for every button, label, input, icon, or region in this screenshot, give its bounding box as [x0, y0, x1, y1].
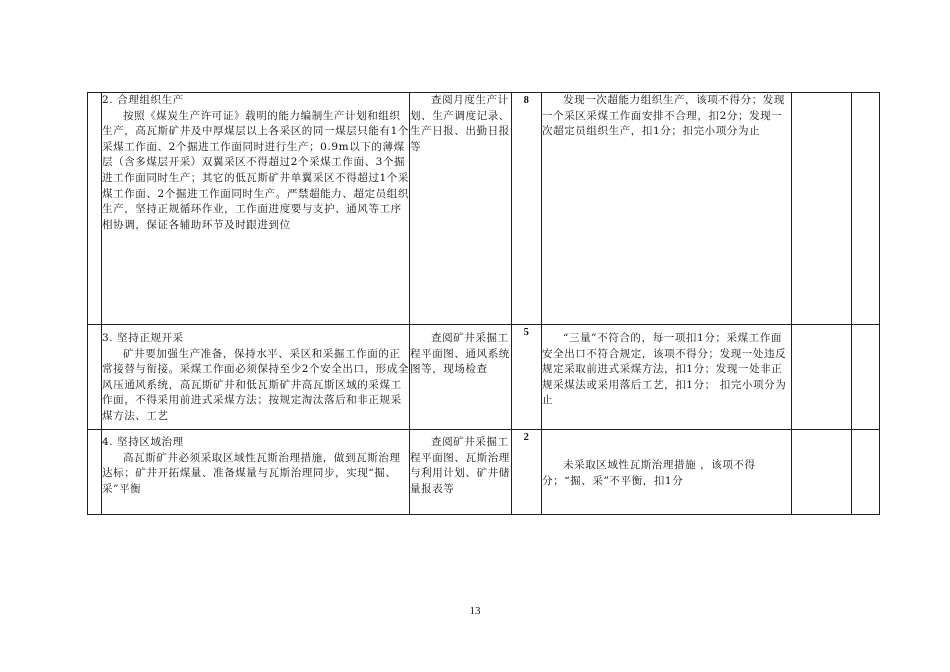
empty-cell — [88, 430, 102, 515]
requirement-cell — [102, 430, 410, 515]
empty-cell — [88, 325, 102, 430]
empty-cell — [852, 325, 880, 430]
scoring-rule: 发现一次超能力组织生产，该项不得分；发现一个采区采煤工作面安排不合理，扣2分；发现一次超定员组织生产，扣1分；扣完小项分为止 — [542, 94, 785, 138]
empty-cell — [792, 325, 852, 430]
check-method-cell — [410, 325, 512, 430]
check-method: 查阅月度生产计划、生产调度记录、生产日报、出勤日报等 — [410, 94, 510, 153]
empty-cell — [88, 93, 102, 325]
item-content: 按照《煤炭生产许可证》载明的能力编制生产计划和组织生产，高瓦斯矿井及中厚煤层以上各采区的同一煤层只能有1个采煤工作面、2个掘进工作面同时进行生产；0.9m以下的薄煤层（含多煤层开采）双翼采区不得超过2个采煤工作面、3个掘进工作面同时生产；其它的低瓦斯矿井单翼采区不得超过1个采煤工作面、2个掘进工作面同时生产。严禁超能力、超定员组织生产，坚持正规循环作业，工作面进度要与支护、通风等工序相协调，保证各辅助环节及时跟进到位 — [102, 109, 409, 231]
empty-cell — [792, 430, 852, 515]
item-title: 3. 坚持正规开采 — [102, 332, 184, 344]
item-title: 2. 合理组织生产 — [102, 94, 184, 106]
table-row — [88, 430, 880, 515]
check-method-cell — [410, 93, 512, 325]
table-row — [88, 325, 880, 430]
requirement-cell — [102, 93, 410, 325]
table-row — [88, 93, 880, 325]
score-cell: 8 — [512, 93, 542, 325]
page-number: 13 — [469, 605, 481, 617]
check-method: 查阅矿井采掘工程平面图、瓦斯治理与利用计划、矿井储量报表等 — [410, 436, 510, 495]
scoring-rule: “三量”不符合的，每一项扣1分；采煤工作面安全出口不符合规定，该项不得分；发现一处违反规定采取前进式采煤方法，扣1分；发现一处非正规采煤法或采用落后工艺，扣1分； 扣完小项分为止 — [542, 332, 787, 407]
empty-cell — [852, 93, 880, 325]
scoring-rule-cell — [542, 93, 792, 325]
standards-table — [87, 92, 880, 515]
item-title: 4. 坚持区域治理 — [102, 436, 184, 448]
check-method-cell — [410, 430, 512, 515]
empty-cell — [852, 430, 880, 515]
item-content: 矿井要加强生产准备，保持水平、采区和采掘工作面的正常接替与衔接。采煤工作面必须保持至少2个安全出口，形成全风压通风系统，高瓦斯矿井和低瓦斯矿井高瓦斯区域的采煤工作面，不得采用前进式采煤方法；按规定淘汰落后和非正规采煤方法、工艺 — [102, 347, 409, 422]
item-content: 高瓦斯矿井必须采取区域性瓦斯治理措施，做到瓦斯治理达标；矿井开拓煤量、准备煤量与瓦斯治理同步，实现“掘、采”平衡 — [102, 451, 401, 495]
scoring-rule: 未采取区域性瓦斯治理措施 ，该项不得分；“掘、采”不平衡，扣1分 — [542, 459, 756, 487]
requirement-cell — [102, 325, 410, 430]
score-cell: 2 — [512, 430, 542, 515]
empty-cell — [792, 93, 852, 325]
scoring-rule-cell — [542, 325, 792, 430]
scoring-rule-cell — [542, 430, 792, 515]
check-method: 查阅矿井采掘工程平面图、通风系统图等，现场检查 — [410, 332, 510, 376]
score-cell: 5 — [512, 325, 542, 430]
